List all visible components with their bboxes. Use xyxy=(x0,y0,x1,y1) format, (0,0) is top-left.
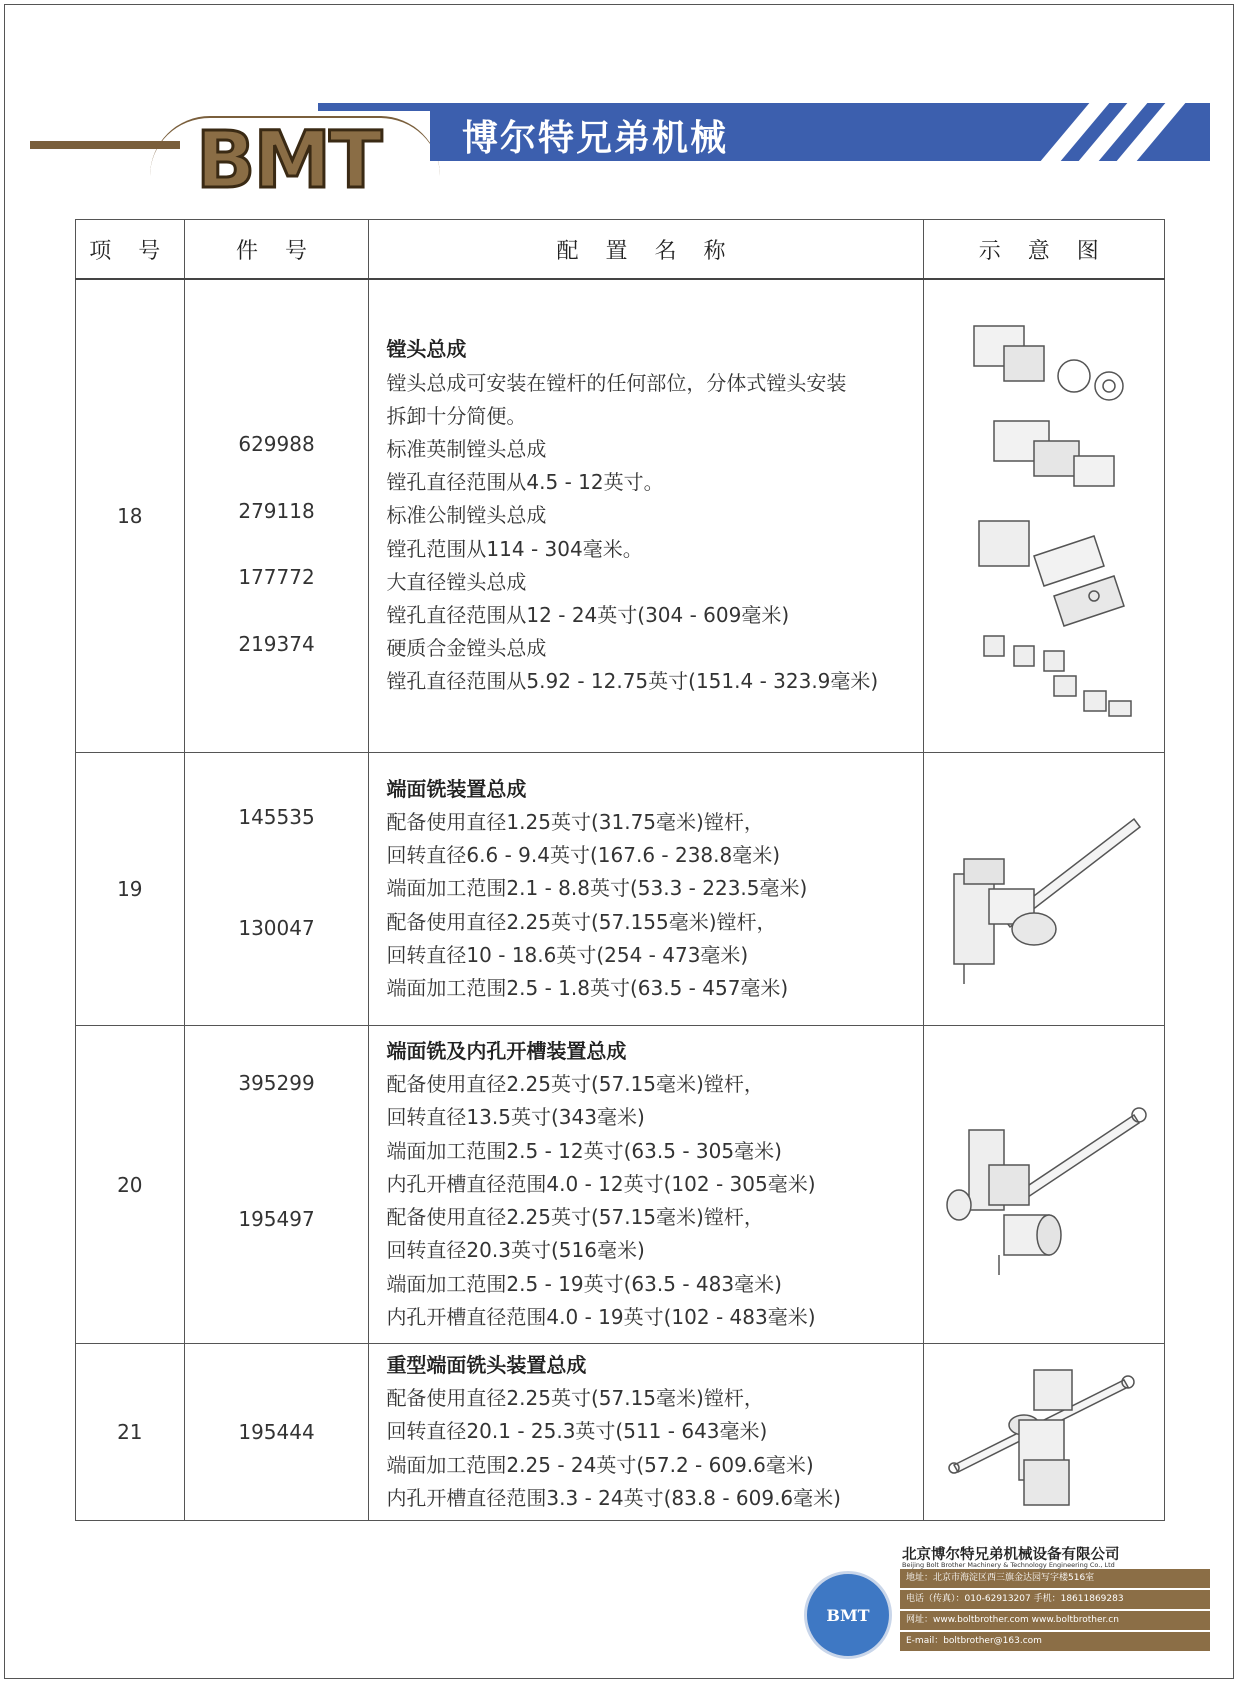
config-description xyxy=(369,1344,923,1521)
config-line: 端面加工范围2.5 - 19英寸(63.5 - 483毫米) xyxy=(386,1271,782,1296)
config-description xyxy=(369,1026,923,1344)
config-line: 端面加工范围2.1 - 8.8英寸(53.3 - 223.5毫米) xyxy=(386,876,808,901)
grooving-head-sketch xyxy=(934,1075,1154,1295)
config-line: 回转直径20.3英寸(516毫米) xyxy=(386,1238,645,1263)
config-line: 镗孔直径范围从4.5 - 12英寸。 xyxy=(386,470,664,495)
page-title: 博尔特兄弟机械 xyxy=(462,117,729,159)
company-name-en: Beijing Bolt Brother Machinery & Technology Engineering Co., Ltd xyxy=(902,1561,1115,1569)
config-line: 镗孔直径范围从12 - 24英寸(304 - 609毫米) xyxy=(386,603,790,627)
config-line: 拆卸十分简便。 xyxy=(386,403,527,428)
part-number: 219374 xyxy=(238,632,315,656)
table-row xyxy=(76,753,1165,1026)
part-number: 629988 xyxy=(238,432,315,456)
config-line: 内孔开槽直径范围3.3 - 24英寸(83.8 - 609.6毫米) xyxy=(386,1485,841,1510)
col-header-diagram: 示 意 图 xyxy=(923,220,1164,280)
config-line: 内孔开槽直径范围4.0 - 12英寸(102 - 305毫米) xyxy=(386,1171,816,1196)
footer-logo xyxy=(804,1571,892,1659)
config-line: 端面加工范围2.25 - 24英寸(57.2 - 609.6毫米) xyxy=(386,1452,814,1477)
part-number: 195444 xyxy=(184,1344,369,1521)
facing-head-sketch xyxy=(934,779,1154,999)
config-title: 端面铣及内孔开槽装置总成 xyxy=(386,1039,627,1064)
table-row xyxy=(76,1026,1165,1344)
config-line: 回转直径20.1 - 25.3英寸(511 - 643毫米) xyxy=(386,1419,768,1444)
config-line: 配备使用直径2.25英寸(57.15毫米)镗杆， xyxy=(386,1386,764,1411)
config-title: 端面铣装置总成 xyxy=(386,776,527,801)
part-numbers xyxy=(184,753,369,1026)
col-header-name: 配 置 名 称 xyxy=(369,220,923,280)
config-line: 配备使用直径2.25英寸(57.15毫米)镗杆， xyxy=(386,1205,764,1230)
part-number: 177772 xyxy=(238,565,315,589)
config-line: 配备使用直径2.25英寸(57.155毫米)镗杆， xyxy=(386,909,777,934)
config-description xyxy=(369,753,923,1026)
phone-line: 电话（传真）：010-62913207 手机：18611869283 xyxy=(900,1590,1210,1609)
config-title: 镗头总成 xyxy=(386,337,467,362)
config-line: 标准英制镗头总成 xyxy=(386,436,547,461)
grooving-head-diagram xyxy=(923,1026,1164,1344)
item-number: 18 xyxy=(76,279,185,753)
col-header-part: 件 号 xyxy=(184,220,369,280)
config-line: 镗孔范围从114 - 304毫米。 xyxy=(386,536,643,561)
email-line: E-mail：boltbrother@163.com xyxy=(900,1632,1210,1651)
config-line: 回转直径6.6 - 9.4英寸(167.6 - 238.8毫米) xyxy=(386,843,781,868)
table-header-row xyxy=(76,220,1165,280)
config-line: 回转直径10 - 18.6英寸(254 - 473毫米) xyxy=(386,942,749,967)
address-line: 地址：北京市海淀区西三旗金达园写字楼516室 xyxy=(900,1569,1210,1588)
part-numbers xyxy=(184,1026,369,1344)
config-line: 配备使用直径1.25英寸(31.75毫米)镗杆， xyxy=(386,809,764,834)
config-description xyxy=(369,279,923,753)
config-line: 标准公制镗头总成 xyxy=(386,503,547,528)
footer-logo-text: BMT xyxy=(826,1606,870,1625)
boring-head-sketch xyxy=(934,306,1154,726)
table-row xyxy=(76,279,1165,753)
config-title: 重型端面铣头装置总成 xyxy=(386,1352,587,1377)
config-line: 内孔开槽直径范围4.0 - 19英寸(102 - 483毫米) xyxy=(386,1304,816,1329)
heavy-facing-head-diagram xyxy=(923,1344,1164,1521)
part-number: 195497 xyxy=(238,1207,315,1231)
item-number: 20 xyxy=(76,1026,185,1344)
web-line: 网址：www.boltbrother.com www.boltbrother.cn xyxy=(900,1611,1210,1630)
facing-head-diagram xyxy=(923,753,1164,1026)
config-line: 硬质合金镗头总成 xyxy=(386,636,547,661)
part-number: 130047 xyxy=(238,916,315,940)
company-name: 北京博尔特兄弟机械设备有限公司 xyxy=(902,1547,1120,1563)
config-line: 端面加工范围2.5 - 1.8英寸(63.5 - 457毫米) xyxy=(386,976,789,1000)
config-line: 镗孔直径范围从5.92 - 12.75英寸(151.4 - 323.9毫米) xyxy=(386,669,879,694)
config-line: 配备使用直径2.25英寸(57.15毫米)镗杆， xyxy=(386,1072,764,1097)
config-line: 镗头总成可安装在镗杆的任何部位，分体式镗头安装 xyxy=(386,370,847,395)
part-number: 145535 xyxy=(238,805,315,829)
item-number: 21 xyxy=(76,1344,185,1521)
part-number: 279118 xyxy=(238,499,315,523)
boring-head-diagram xyxy=(923,279,1164,753)
config-line: 回转直径13.5英寸(343毫米) xyxy=(386,1105,645,1130)
table-row xyxy=(76,1344,1165,1521)
part-number: 395299 xyxy=(238,1071,315,1095)
config-line: 端面加工范围2.5 - 12英寸(63.5 - 305毫米) xyxy=(386,1138,782,1163)
heavy-facing-head-sketch xyxy=(934,1350,1154,1515)
bmt-logo: BMT xyxy=(196,116,381,206)
item-number: 19 xyxy=(76,753,185,1026)
part-numbers xyxy=(184,279,369,753)
config-table xyxy=(75,219,1165,1521)
col-header-item: 项 号 xyxy=(76,220,185,280)
config-line: 大直径镗头总成 xyxy=(386,569,527,594)
